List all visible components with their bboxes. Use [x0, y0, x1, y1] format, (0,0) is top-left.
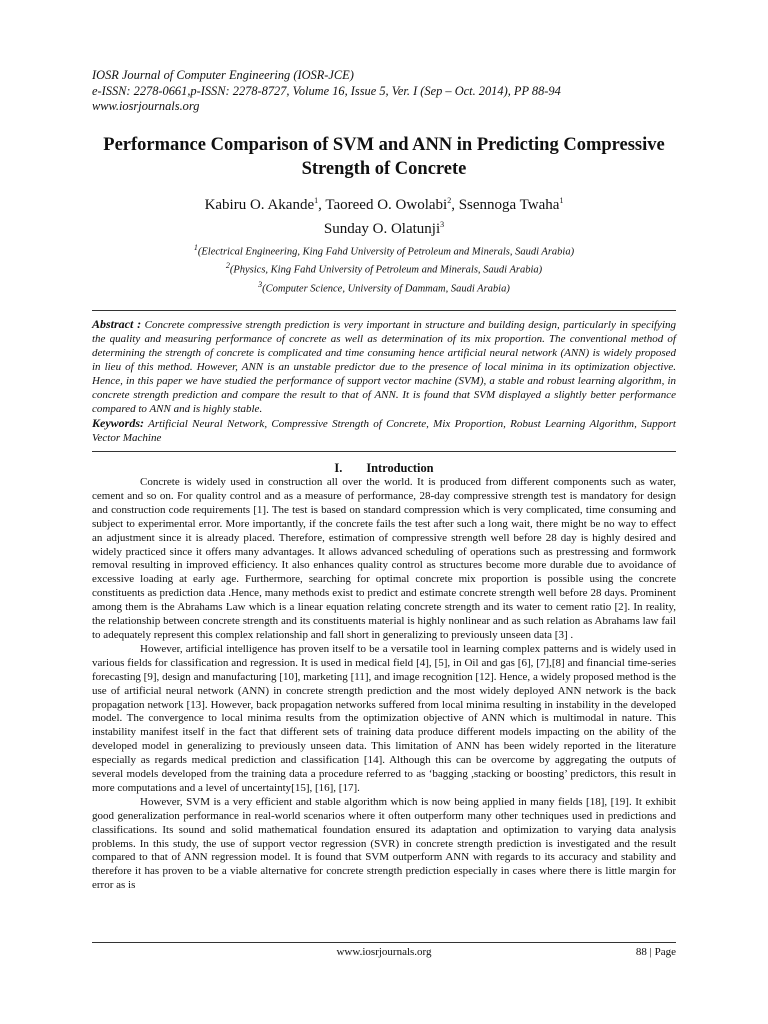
author-affil-mark: 3 [440, 219, 445, 229]
keywords [92, 416, 676, 445]
abstract [92, 317, 676, 416]
author-affil-mark: 1 [314, 195, 319, 205]
section-heading [92, 461, 676, 476]
section-title: Introduction [366, 461, 434, 475]
author-name: Taoreed O. Owolabi [325, 196, 448, 213]
paper-page [92, 68, 676, 893]
author-list: Kabiru O. Akande$^1$, Taoreed O. Owolabi$^2$, Ssennoga Twaha$^1$ Sunday O. Olatunji$^3$ [204, 195, 564, 237]
author-name: Ssennoga Twaha [458, 196, 560, 213]
body-text [92, 476, 676, 893]
affiliation-list [92, 241, 676, 297]
journal-site: www.iosrjournals.org [92, 99, 200, 113]
abstract-text: Concrete compressive strength prediction is very important in structure and building design, particularly in specifying the quality and measuring performance of concrete as well as determination of its mix proportion. The conventional method of determining the strength of concrete is complicated and time consuming hence artificial neural network (ANN) is widely proposed in lieu of this method. However, ANN is an unstable predictor due to the presence of local minima in its optimization objective. Hence, in this paper we have studied the performance of support vector machine (SVM), a stable and robust learning algorithm, in concrete strength prediction and compare the result to that of ANN. It is found that SVM displayed a slightly better performance compared to ANN and is highly stable. [92, 319, 676, 415]
paragraph: Concrete is widely used in construction all over the world. It is produced from different components such as water, cement and so on. For quality control and as a measure of performance, 28-day compressive strength test is mandatory for design and construction code requirements [1]. The test is based on standard compression which is very complicated, time consuming and subject to experimental error. More importantly, if the concrete fails the test after such a long wait, there might be no way to effect an adjustment since it is already placed. Therefore, estimation of compressive strength well before 28 day is highly desired and widely practiced since it offers many advantages. It allows advanced scheduling of operations such as prestressing and formwork removal resulting in improved efficiency. It also enhances quality control as structures become more durable due to avoidance of excessive loading at early age. Furthermore, searching for optimal concrete mix proportion is possible using the concrete constituents as prediction data .Hence, many methods exist to predict and estimate concrete strength well before 28 days. Prominent among them is the Abrahams Law which is a linear equation relating concrete strength and its water to cement ratio [2]. In reality, the relationship between concrete strength and its constituents material is highly nonlinear and as such relation as Abrahams law fail to adequately represent this complex relationship and fall short in generalizing to previously unseen data [3] . [92, 476, 676, 641]
footer-site: www.iosrjournals.org [336, 946, 432, 958]
page-number: 88 | Page [635, 946, 676, 958]
journal-issn: e-ISSN: 2278-0661,p-ISSN: 2278-8727, Volume 16, Issue 5, Ver. I (Sep – Oct. 2014), PP 88-94 [92, 83, 561, 98]
affiliation: $^3$(Computer Science, University of Dammam, Saudi Arabia) [258, 279, 510, 294]
paragraph: However, SVM is a very efficient and stable algorithm which is now being applied in many fields [18], [19]. It exhibit good generalization performance in real-world scenarios where it often outperform many other techniques used in predictions and classifications. Its sound and solid mathematical foundation ensured its adaptation and optimization to varying data analysis problems. In this study, the use of support vector regression (SVR) in concrete strength prediction is investigated and the result compared to that of ANN regression model. It is found that SVM outperform ANN with regards to its accuracy and stability and therefore it has proven to be a viable alternative for concrete strength prediction especially in cases where there is little margin for error as is [92, 795, 676, 892]
author-name: Sunday O. Olatunji [323, 220, 441, 237]
paragraph: However, artificial intelligence has proven itself to be a versatile tool in learning complex patterns and is widely used in various fields for classification and regression. It is used in medical field [4], [5], in Oil and gas [6], [7],[8] and financial time-series forecasting [9], design and manufacturing [10], marketing [11], and image recognition [12]. Hence, a widely proposed method is the use of artificial neural network (ANN) in concrete strength prediction and the most widely deployed ANN network is the back propagation network [13]. However, back propagation networks suffered from local minima resulting in instability in the developed model. The convergence to local minima results from the optimization objective of ANN which is multimodal in nature. This instability manifest itself in the fact that different sets of training data produce different models impacting on the ability of the developed model in generalizing to previously unseen data. This limitation of ANN has been widely reported in the literature especially as regards medical prediction and classification [14]. Although this can be overcome by aggregating the outputs of several models developed from the training data a procedure referred to as ‘bagging ,stacking or boosting’ predictors, this result in more computations and a level of uncertainty[15], [16], [17]. [92, 642, 676, 794]
page-footer [92, 942, 676, 963]
divider [92, 451, 676, 452]
journal-header [92, 68, 676, 115]
author-affil-mark: 2 [447, 195, 452, 205]
author-name: Kabiru O. Akande [204, 196, 315, 213]
journal-name: IOSR Journal of Computer Engineering (IOSR-JCE) [92, 68, 354, 82]
affiliation: $^1$(Electrical Engineering, King Fahd University of Petroleum and Minerals, Saudi Arabia) [193, 242, 575, 257]
author-affil-mark: 1 [559, 195, 564, 205]
abstract-label: Abstract : [92, 317, 142, 331]
keywords-text: Artificial Neural Network, Compressive Strength of Concrete, Mix Proportion, Robust Learning Algorithm, Support Vector Machine [92, 418, 676, 444]
divider [92, 310, 676, 311]
keywords-label: Keywords: [92, 416, 144, 430]
section-number: I. [334, 461, 343, 475]
affiliation: $^2$(Physics, King Fahd University of Petroleum and Minerals, Saudi Arabia) [225, 261, 543, 276]
paper-title: Performance Comparison of SVM and ANN in Predicting Compressive Strength of Concrete [103, 134, 665, 179]
